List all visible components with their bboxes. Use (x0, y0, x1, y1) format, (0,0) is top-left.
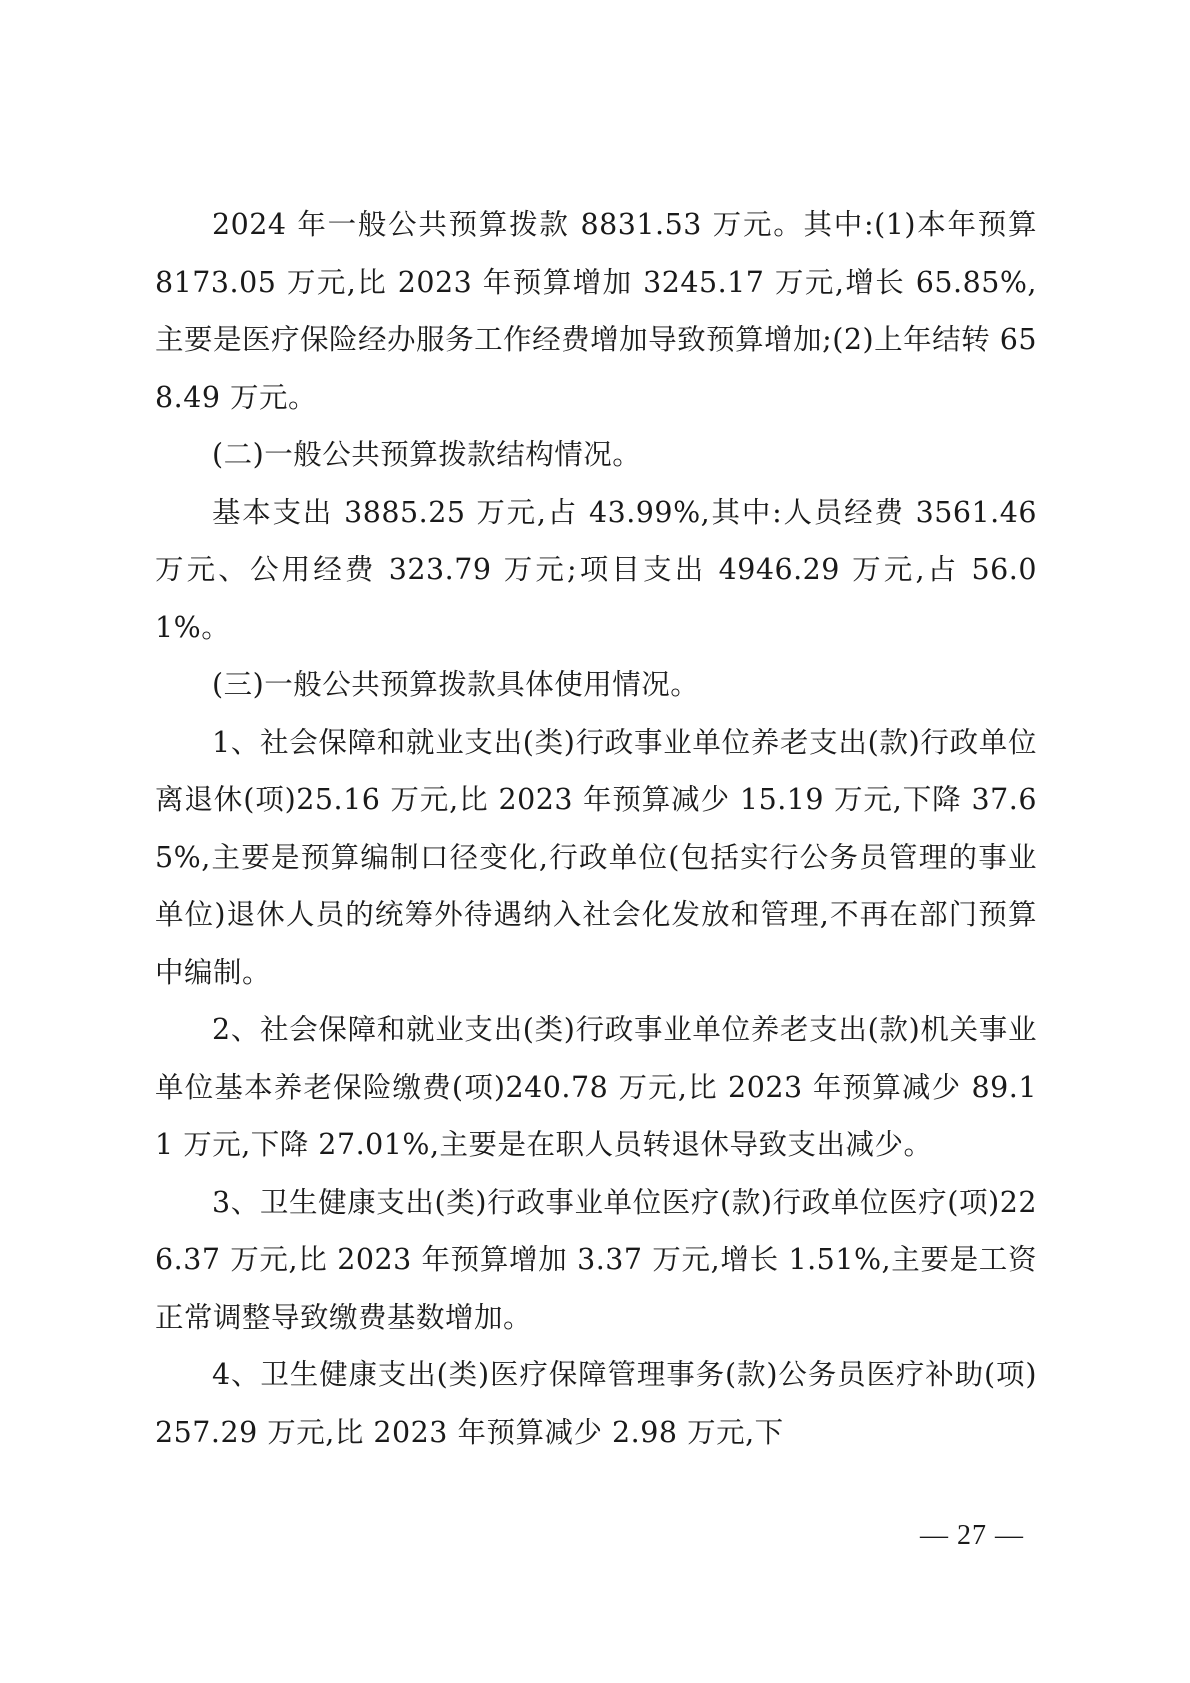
document-body (155, 196, 1037, 1461)
paragraph-item-1: 1、社会保障和就业支出(类)行政事业单位养老支出(款)行政单位离退休(项)25.16 万元,比 2023 年预算减少 15.19 万元,下降 37.65%,主要是预算编制口径变化,行政单位(包括实行公务员管理的事业单位)退休人员的统筹外待遇纳入社会化发放和管理,不再在部门预算中编制。 (155, 725, 1037, 989)
paragraph-item-2: 2、社会保障和就业支出(类)行政事业单位养老支出(款)机关事业单位基本养老保险缴费(项)240.78 万元,比 2023 年预算减少 89.11 万元,下降 27.01%,主要是在职人员转退休导致支出减少。 (155, 1013, 1037, 1161)
heading-structure: (二)一般公共预算拨款结构情况。 (212, 438, 642, 471)
paragraph-budget-total: 2024 年一般公共预算拨款 8831.53 万元。其中:(1)本年预算 8173.05 万元,比 2023 年预算增加 3245.17 万元,增长 65.85%,主要是医疗保险经办服务工作经费增加导致预算增加;(2)上年结转 658.49 万元。 (155, 208, 1037, 414)
paragraph-item-4: 4、卫生健康支出(类)医疗保障管理事务(款)公务员医疗补助(项)257.29 万元,比 2023 年预算减少 2.98 万元,下 (155, 1358, 1037, 1449)
page-number: — 27 — (920, 1520, 1024, 1551)
paragraph-structure: 基本支出 3885.25 万元,占 43.99%,其中:人员经费 3561.46 万元、公用经费 323.79 万元;项目支出 4946.29 万元,占 56.01%。 (155, 495, 1037, 644)
paragraph-item-3: 3、卫生健康支出(类)行政事业单位医疗(款)行政单位医疗(项)226.37 万元,比 2023 年预算增加 3.37 万元,增长 1.51%,主要是工资正常调整导致缴费基数增加。 (155, 1185, 1037, 1334)
heading-usage: (三)一般公共预算拨款具体使用情况。 (212, 668, 700, 701)
